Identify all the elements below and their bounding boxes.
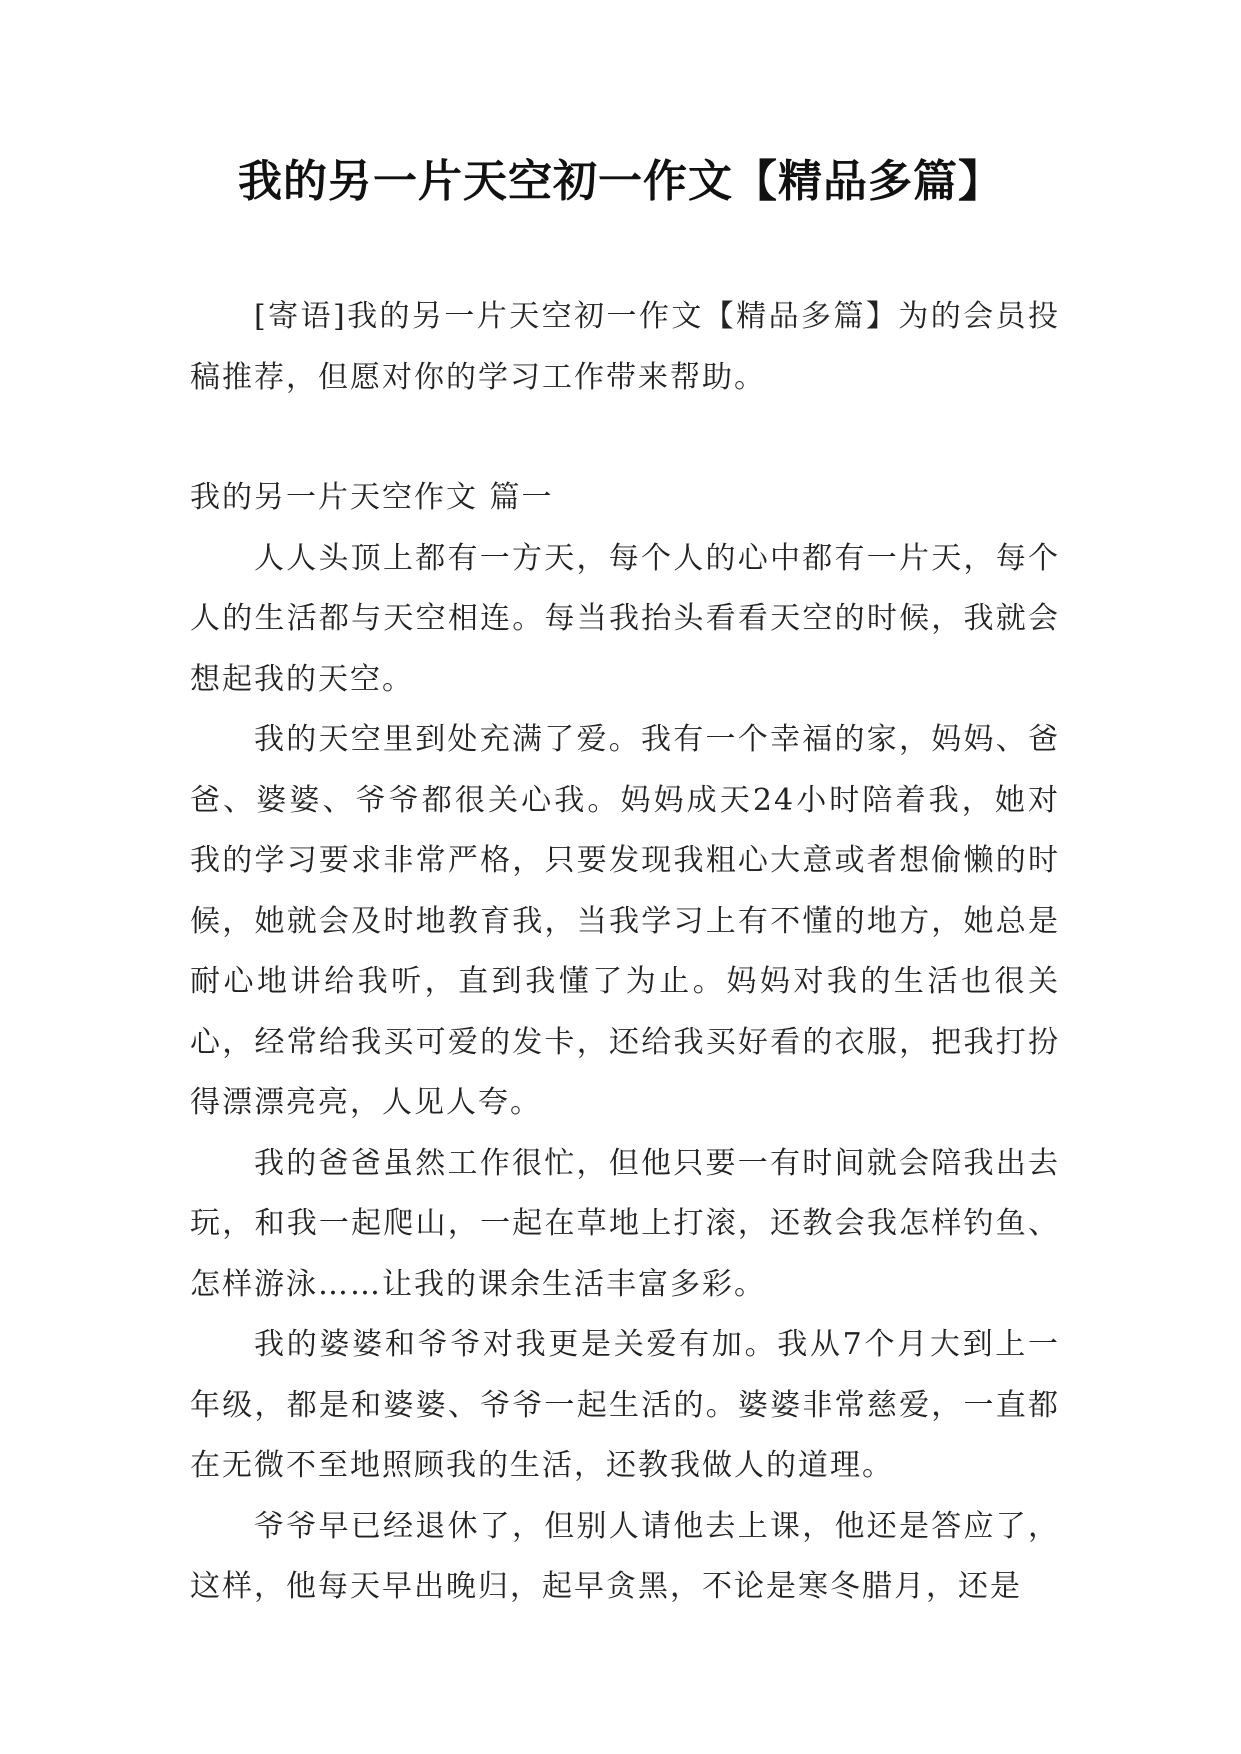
body-paragraph-4: 我的婆婆和爷爷对我更是关爱有加。我从7个月大到上一年级，都是和婆婆、爷爷一起生活的。婆婆非常慈爱，一直都在无微不至地照顾我的生活，还教我做人的道理。 <box>190 1327 1060 1483</box>
document-title: 我的另一片天空初一作文【精品多篇】 <box>238 156 1003 207</box>
intro-paragraph: [寄语]我的另一片天空初一作文【精品多篇】为的会员投稿推荐，但愿对你的学习工作带来帮助。 <box>190 299 1060 395</box>
body-paragraph-2: 我的天空里到处充满了爱。我有一个幸福的家，妈妈、爸爸、婆婆、爷爷都很关心我。妈妈成天24小时陪着我，她对我的学习要求非常严格，只要发现我粗心大意或者想偷懒的时候，她就会及时地教育我，当我学习上有不懂的地方，她总是耐心地讲给我听，直到我懂了为止。妈妈对我的生活也很关心，经常给我买可爱的发卡，还给我买好看的衣服，把我打扮得漂漂亮亮，人见人夸。 <box>190 722 1060 1120</box>
body-paragraph-5: 爷爷早已经退休了，但别人请他去上课，他还是答应了，这样，他每天早出晚归，起早贪黑，不论是寒冬腊月，还是 <box>190 1508 1060 1604</box>
section-heading: 我的另一片天空作文 篇一 <box>190 480 554 515</box>
body-paragraph-3: 我的爸爸虽然工作很忙，但他只要一有时间就会陪我出去玩，和我一起爬山，一起在草地上打滚，还教会我怎样钓鱼、怎样游泳……让我的课余生活丰富多彩。 <box>190 1145 1060 1302</box>
document-body <box>190 287 1060 1618</box>
body-paragraph-1: 人人头顶上都有一方天，每个人的心中都有一片天，每个人的生活都与天空相连。每当我抬头看看天空的时候，我就会想起我的天空。 <box>190 540 1060 697</box>
